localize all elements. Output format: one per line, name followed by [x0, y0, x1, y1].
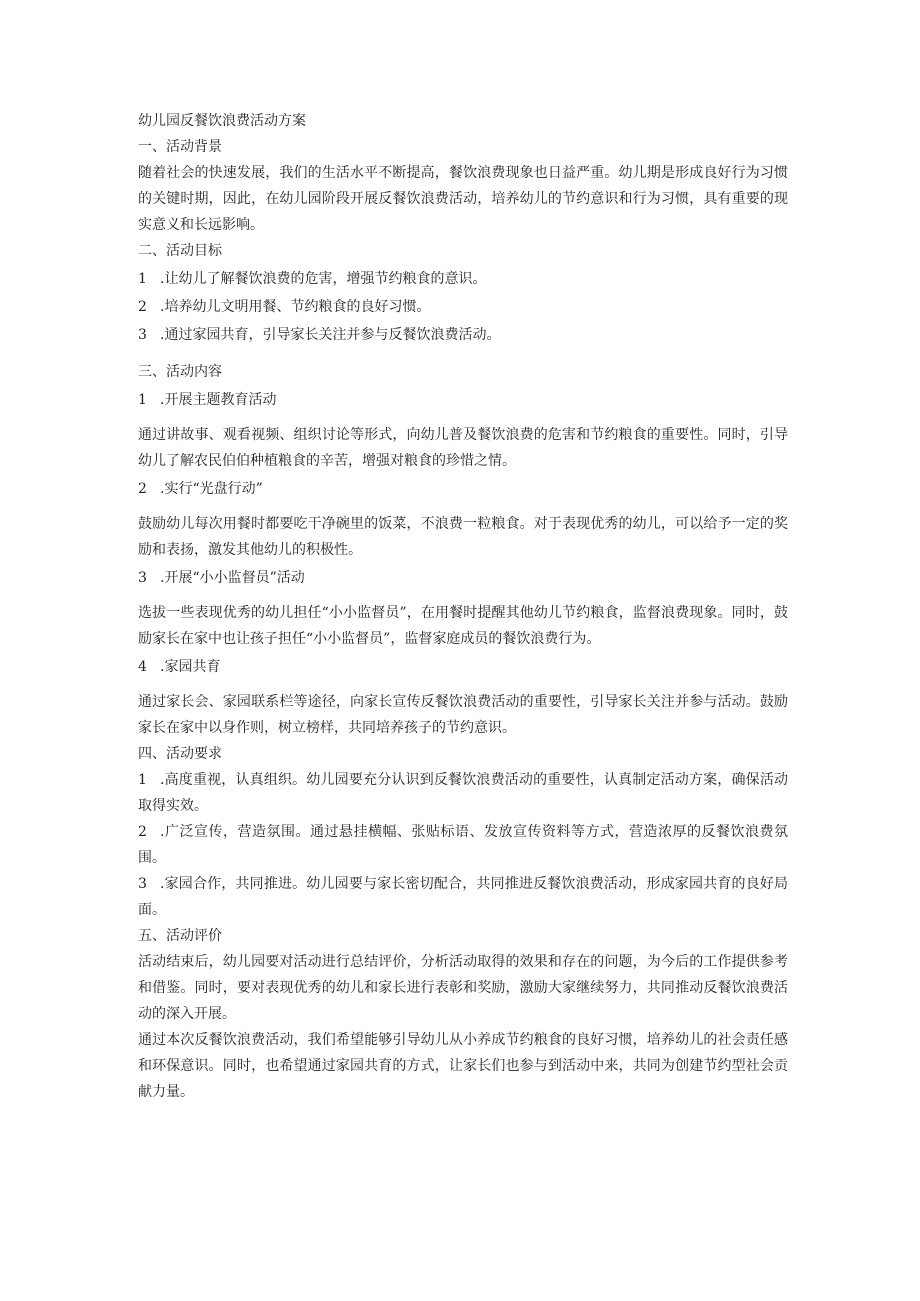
content-item-body: 鼓励幼儿每次用餐时都要吃干净碗里的饭菜，不浪费一粒粮食。对于表现优秀的幼儿，可以给予一定的奖励和表扬，激发其他幼儿的积极性。: [138, 516, 788, 558]
content-item-body: 选拔一些表现优秀的幼儿担任“小小监督员”，在用餐时提醒其他幼儿节约粮食，监督浪费现象。同时，鼓励家长在家中也让孩子担任“小小监督员”，监督家庭成员的餐饮浪费行为。: [138, 605, 788, 647]
section-heading-content: 三、活动内容: [138, 364, 222, 380]
requirement-item: [138, 819, 788, 871]
goal-text: .通过家园共育，引导家长关注并参与反餐饮浪费活动。: [160, 327, 501, 343]
requirement-text: .广泛宣传，营造氛围。通过悬挂横幅、张贴标语、发放宣传资料等方式，营造浓厚的反餐饮浪费氛围。: [138, 824, 788, 866]
goal-text: .培养幼儿文明用餐、节约粮食的良好习惯。: [160, 299, 431, 315]
content-number: 4: [138, 659, 147, 675]
goal-item: [138, 294, 788, 320]
content-title-text: .家园共育: [160, 659, 221, 675]
goal-number: 1: [138, 271, 147, 287]
section-heading-evaluation: 五、活动评价: [138, 928, 222, 944]
requirement-text: .高度重视，认真组织。幼儿园要充分认识到反餐饮浪费活动的重要性，认真制定活动方案，确保活动取得实效。: [138, 772, 788, 814]
document-title: 幼儿园反餐饮浪费活动方案: [138, 113, 306, 129]
background-paragraph: 随着社会的快速发展，我们的生活水平不断提高，餐饮浪费现象也日益严重。幼儿期是形成良好行为习惯的关键时期，因此，在幼儿园阶段开展反餐饮浪费活动，培养幼儿的节约意识和行为习惯，具有重要的现实意义和长远影响。: [138, 165, 788, 233]
content-item-title: [138, 654, 788, 680]
content-item-title: [138, 387, 788, 413]
content-number: 1: [138, 392, 147, 408]
content-number: 2: [138, 481, 147, 497]
document-page: [138, 108, 788, 1105]
goal-number: 3: [138, 327, 147, 343]
goal-text: .让幼儿了解餐饮浪费的危害，增强节约粮食的意识。: [160, 271, 487, 287]
content-title-text: .实行“光盘行动”: [160, 481, 263, 497]
content-number: 3: [138, 570, 147, 586]
goal-number: 2: [138, 299, 147, 315]
requirement-number: 3: [138, 876, 147, 892]
requirement-item: [138, 871, 788, 923]
requirement-number: 1: [138, 772, 147, 788]
goal-item: [138, 322, 788, 348]
content-item-title: [138, 565, 788, 591]
requirement-number: 2: [138, 824, 147, 840]
content-title-text: .开展“小小监督员”活动: [160, 570, 305, 586]
section-heading-goals: 二、活动目标: [138, 243, 222, 259]
evaluation-paragraph: 活动结束后，幼儿园要对活动进行总结评价，分析活动取得的效果和存在的问题，为今后的工作提供参考和借鉴。同时，要对表现优秀的幼儿和家长进行表彰和奖励，激励大家继续努力，共同推动反餐饮浪费活动的深入开展。: [138, 954, 788, 1022]
goal-item: [138, 266, 788, 292]
content-item-title: [138, 476, 788, 502]
section-heading-requirements: 四、活动要求: [138, 746, 222, 762]
content-item-body: 通过家长会、家园联系栏等途径，向家长宣传反餐饮浪费活动的重要性，引导家长关注并参与活动。鼓励家长在家中以身作则，树立榜样，共同培养孩子的节约意识。: [138, 694, 788, 736]
content-item-body: 通过讲故事、观看视频、组织讨论等形式，向幼儿普及餐饮浪费的危害和节约粮食的重要性。同时，引导幼儿了解农民伯伯种植粮食的辛苦，增强对粮食的珍惜之情。: [138, 427, 788, 469]
requirement-item: [138, 767, 788, 819]
section-heading-background: 一、活动背景: [138, 139, 222, 155]
requirement-text: .家园合作，共同推进。幼儿园要与家长密切配合，共同推进反餐饮浪费活动，形成家园共育的良好局面。: [138, 876, 788, 918]
closing-paragraph: 通过本次反餐饮浪费活动，我们希望能够引导幼儿从小养成节约粮食的良好习惯，培养幼儿的社会责任感和环保意识。同时，也希望通过家园共育的方式，让家长们也参与到活动中来，共同为创建节约型社会贡献力量。: [138, 1032, 788, 1100]
content-title-text: .开展主题教育活动: [160, 392, 277, 408]
